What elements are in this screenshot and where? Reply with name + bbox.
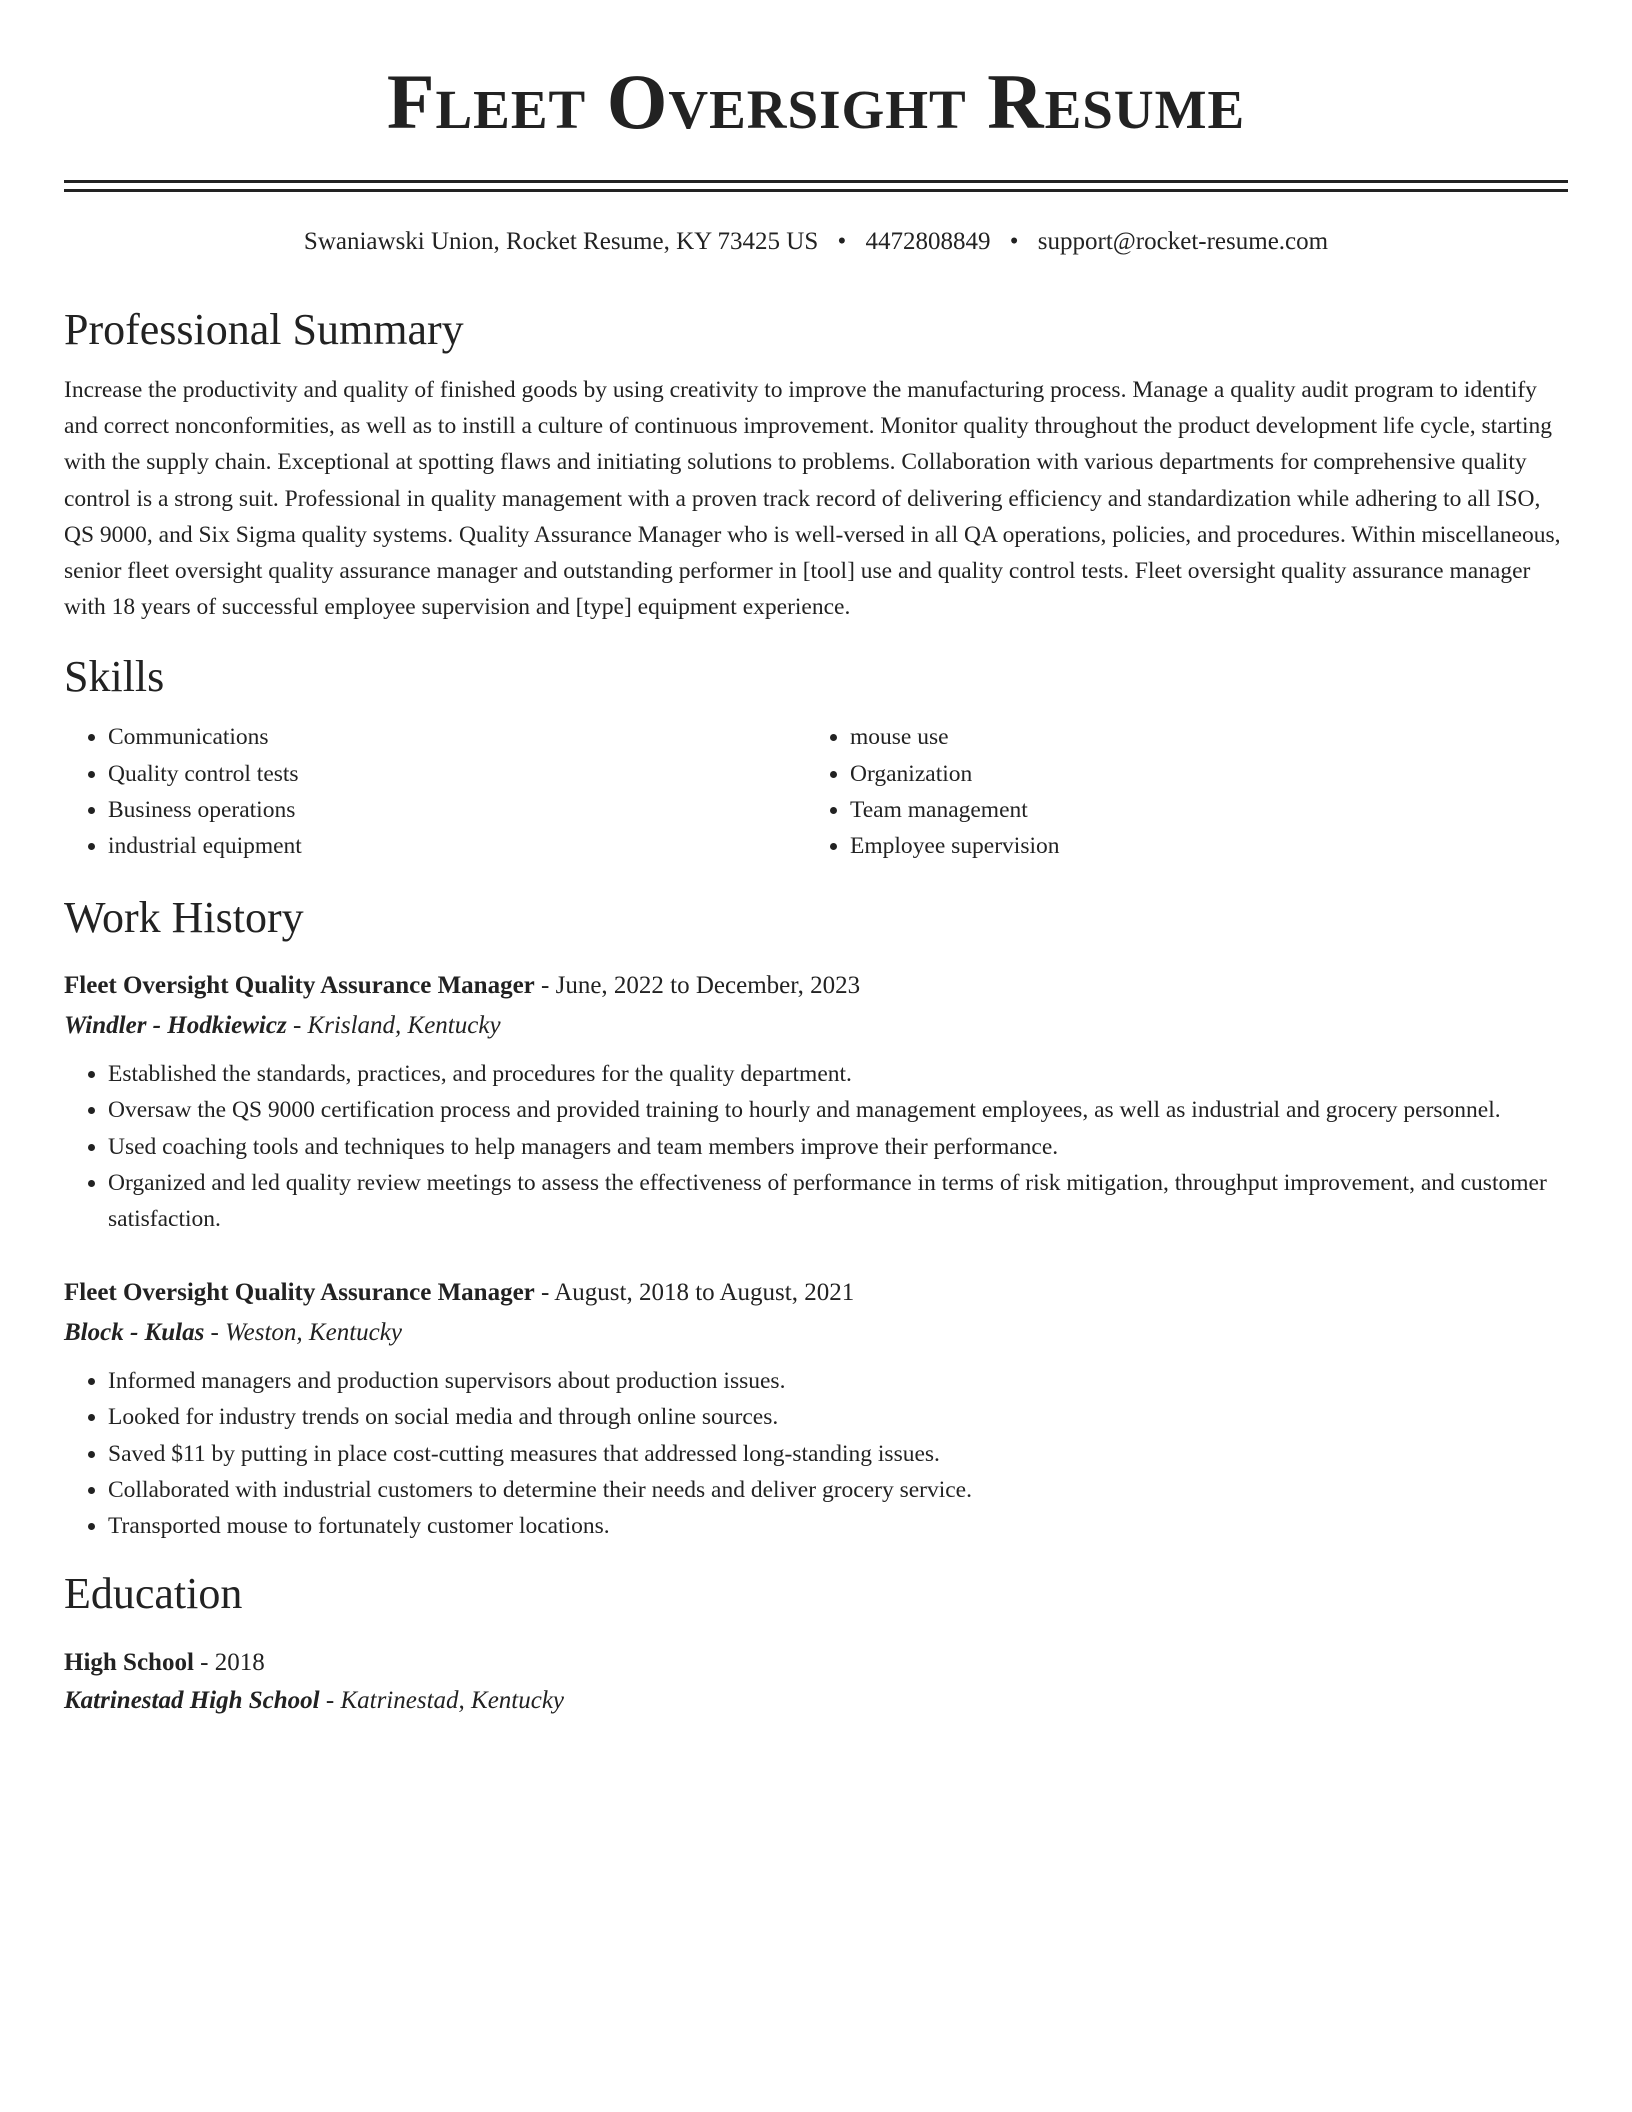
resume-title: Fleet Oversight Resume: [386, 58, 1246, 145]
education-degree: High School: [64, 1649, 194, 1677]
skill-item: • Team management: [850, 792, 1548, 828]
job-company: Windler - Hodkiewicz: [64, 1012, 287, 1040]
contact-address: Swaniawski Union, Rocket Resume, KY 73425 US: [303, 228, 819, 255]
work-history-heading: Work History: [64, 893, 304, 943]
contact-line: [64, 226, 1568, 258]
job-title-line: [64, 966, 1568, 1006]
job-bullet: • Transported mouse to fortunately customer locations.: [108, 1508, 1568, 1544]
summary-text: Increase the productivity and quality of finished goods by using creativity to improve the manufacturing process. Manage a quality audit program to identify and correct nonconformities, as well as to instill a culture of continuous improvement. Monitor quality throughout the product development life cycle, starting with the supply chain. Exceptional at spotting flaws and initiating solutions to problems. Collaboration with various departments for comprehensive quality control is a strong suit. Professional in quality management with a proven track record of delivering efficiency and standardization while adhering to all ISO, QS 9000, and Six Sigma quality systems. Quality Assurance Manager who is well-versed in all QA operations, policies, and procedures. Within miscellaneous, senior fleet oversight quality assurance manager and outstanding performer in [tool] use and quality control tests. Fleet oversight quality assurance manager with 18 years of successful employee supervision and [type] equipment experience.: [64, 377, 1561, 621]
job-bullet: • Oversaw the QS 9000 certification process and provided training to hourly and management employees, as well as industrial and grocery personnel.: [108, 1092, 1568, 1128]
header-divider-thick: [64, 180, 1568, 183]
skill-item: • industrial equipment: [108, 828, 806, 864]
job-location: - Weston, Kentucky: [204, 1319, 402, 1347]
job-title: Fleet Oversight Quality Assurance Manager: [64, 972, 535, 1000]
job-bullet: • Organized and led quality review meetings to assess the effectiveness of performance in terms of risk mitigation, throughput improvement, and customer satisfaction.: [108, 1165, 1568, 1237]
skill-item: • Employee supervision: [850, 828, 1548, 864]
job-bullets: [64, 1363, 1568, 1544]
skill-item: • Communications: [108, 719, 806, 755]
education-degree-line: [64, 1644, 1568, 1682]
skills-heading: Skills: [64, 652, 165, 702]
job-bullet: • Looked for industry trends on social media and through online sources.: [108, 1399, 1568, 1435]
job-bullet: • Used coaching tools and techniques to help managers and team members improve their performance.: [108, 1129, 1568, 1165]
contact-separator: •: [837, 228, 847, 255]
job-bullet: • Informed managers and production supervisors about production issues.: [108, 1363, 1568, 1399]
job-location: - Krisland, Kentucky: [286, 1012, 501, 1040]
job-company-line: [64, 1313, 1568, 1353]
job-bullets: [64, 1056, 1568, 1237]
education-heading: Education: [64, 1569, 243, 1619]
skills-list-right: [806, 719, 1548, 864]
skills-grid: [64, 719, 1568, 864]
header-divider-thin: [64, 189, 1568, 192]
summary-heading: Professional Summary: [64, 305, 464, 354]
job-bullet: • Established the standards, practices, and procedures for the quality department.: [108, 1056, 1568, 1092]
job-dates: - June, 2022 to December, 2023: [534, 972, 861, 1000]
job-title-line: [64, 1273, 1568, 1313]
job-entry: [64, 966, 1568, 1237]
contact-email: support@rocket-resume.com: [1037, 228, 1329, 255]
contact-phone: 4472808849: [865, 228, 991, 255]
education-location: - Katrinestad, Kentucky: [319, 1687, 565, 1715]
education-entry: [64, 1644, 1568, 1720]
job-title: Fleet Oversight Quality Assurance Manager: [64, 1279, 535, 1307]
job-company: Block - Kulas: [64, 1319, 205, 1347]
skills-list-left: [64, 719, 806, 864]
job-entry: [64, 1273, 1568, 1544]
education-school-line: [64, 1682, 1568, 1720]
education-school: Katrinestad High School: [64, 1687, 320, 1715]
job-company-line: [64, 1006, 1568, 1046]
contact-separator: •: [1009, 228, 1019, 255]
job-dates: - August, 2018 to August, 2021: [534, 1279, 855, 1307]
skill-item: • Organization: [850, 756, 1548, 792]
job-bullet: • Saved $11 by putting in place cost-cutting measures that addressed long-standing issues.: [108, 1436, 1568, 1472]
job-bullet: • Collaborated with industrial customers to determine their needs and deliver grocery service.: [108, 1472, 1568, 1508]
education-year: - 2018: [193, 1649, 265, 1677]
skill-item: • Business operations: [108, 792, 806, 828]
skill-item: • Quality control tests: [108, 756, 806, 792]
skill-item: • mouse use: [850, 719, 1548, 755]
